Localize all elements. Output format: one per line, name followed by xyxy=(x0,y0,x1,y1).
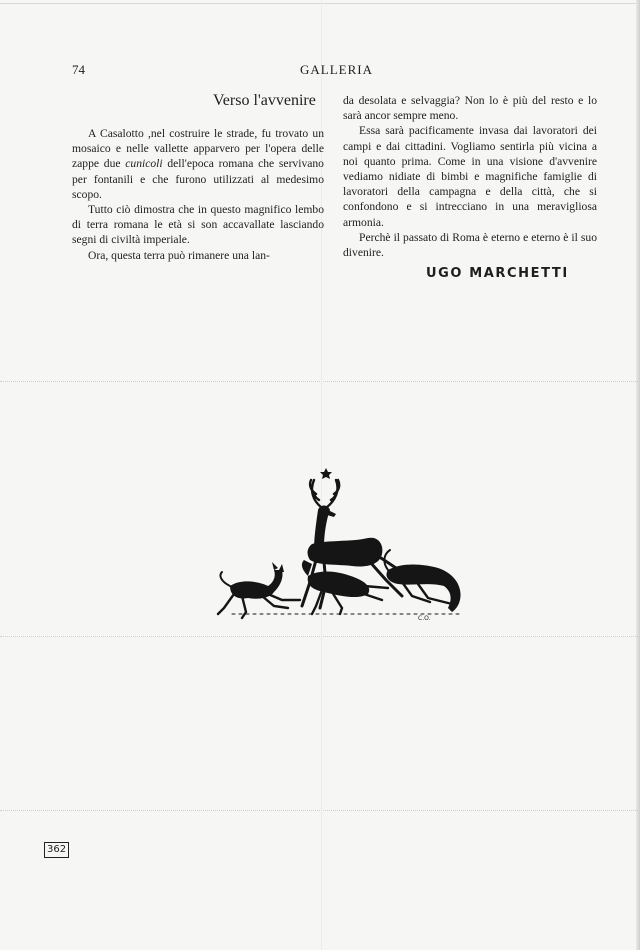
top-rule xyxy=(0,3,640,4)
right-column xyxy=(343,93,597,260)
hound-tail xyxy=(220,572,230,586)
italic-term: cunicoli xyxy=(125,157,163,171)
paragraph: Perchè il passato di Roma è eterno e eterno è il suo divenire. xyxy=(343,230,597,260)
paragraph: Tutto ciò dimostra che in questo magnifico lembo di terra romana le età si son accavallate lasciando segni di civiltà imperiale. xyxy=(72,203,324,247)
artist-signature: C.O. xyxy=(418,615,431,622)
fold-line xyxy=(0,381,640,382)
hound-tail xyxy=(384,550,390,570)
hound-head xyxy=(302,560,312,576)
hound-body xyxy=(386,565,460,613)
hound-body xyxy=(230,570,283,599)
paragraph: da desolata e selvaggia? Non lo è più del resto e lo sarà ancor sempre meno. xyxy=(343,94,597,123)
deer-and-hounds-illustration xyxy=(212,468,466,626)
deer-muzzle xyxy=(327,510,336,517)
star-ornament xyxy=(320,468,332,479)
page-number: 74 xyxy=(72,62,85,77)
page-edge-shadow xyxy=(636,0,640,950)
paragraph: Essa sarà pacificamente invasa dai lavoratori dei campi e dai cittadini. Vogliamo sentirla più vicina a noi quanto prima. Come in una visione d'avvenire vediamo nidiate di bimbi e magnifiche famiglie di lavoratori della campagna e della città, che si confondono e si intrecciano in una meravigliosa armonia. xyxy=(343,124,597,229)
running-title: GALLERIA xyxy=(300,62,373,77)
deer-antlers xyxy=(310,480,339,508)
left-column xyxy=(72,126,324,263)
paragraph: Ora, questa terra può rimanere una lan- xyxy=(88,248,270,262)
archive-stamp-number: 362 xyxy=(44,842,69,858)
fold-line xyxy=(0,636,640,637)
fold-line xyxy=(0,810,640,811)
article-title: Verso l'avvenire xyxy=(213,92,316,109)
author-signature: UGO MARCHETTI xyxy=(426,266,569,281)
paragraph: A Casalotto ,nel costruire le strade, fu trovato un mosaico e nelle vallette apparvero per l'opera delle zappe due cunicoli dell'epoca romana che servivano per fontanili e che furono utilizzati al medesimo scopo. xyxy=(72,127,324,201)
